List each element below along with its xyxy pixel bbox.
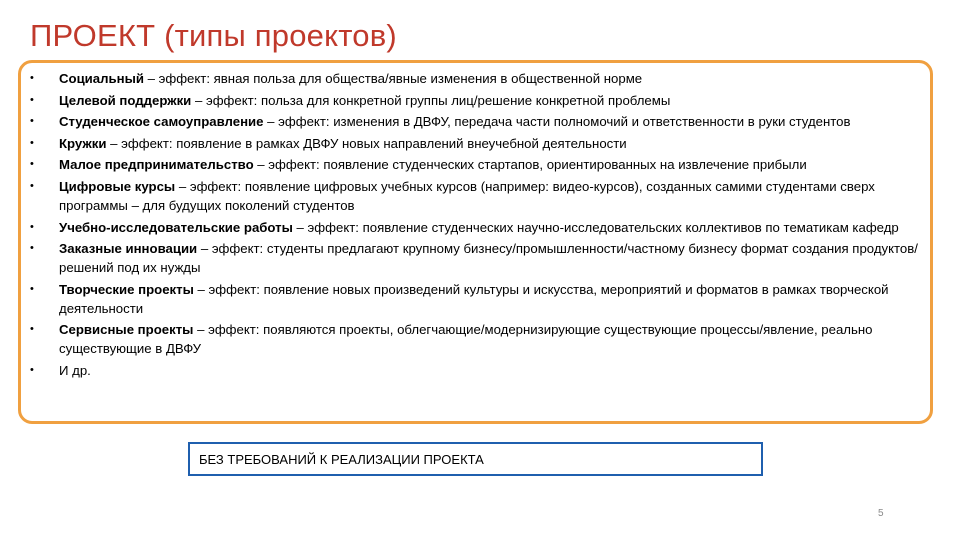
item-term: Социальный <box>59 71 144 86</box>
bullet-icon: • <box>30 136 34 149</box>
list-item <box>28 155 928 174</box>
item-term: Студенческое самоуправление <box>59 114 264 130</box>
item-description: – эффект: появление в рамках ДВФУ новых направлений внеучебной деятельности <box>106 135 627 151</box>
bullet-icon: • <box>30 282 34 295</box>
item-term: Малое предпринимательство <box>59 157 254 173</box>
item-term: Целевой поддержки <box>59 92 192 108</box>
item-description: – эффект: появление студенческих стартапов, ориентированных на извлечение прибыли <box>253 157 807 173</box>
item-description: – эффект: появление новых произведений культуры и искусства, мероприятий и форматов в рамках творческой деятельности <box>59 281 889 316</box>
item-term: Учебно-исследовательские работы <box>59 219 293 235</box>
bullet-icon: • <box>30 158 34 171</box>
bullet-icon: • <box>30 179 34 192</box>
item-term: Заказные инновации <box>59 241 198 257</box>
item-term: Кружки <box>59 135 107 151</box>
bullet-icon: • <box>30 220 34 233</box>
item-description: – эффект: польза для конкретной группы лиц/решение конкретной проблемы <box>191 92 671 108</box>
list-item <box>28 177 928 215</box>
page-number: 5 <box>878 508 884 519</box>
project-types-list <box>28 69 928 383</box>
list-item <box>28 320 928 358</box>
item-term: Творческие проекты <box>59 281 194 297</box>
bullet-icon: • <box>30 323 34 336</box>
list-item <box>28 112 928 131</box>
note-box: БЕЗ ТРЕБОВАНИЙ К РЕАЛИЗАЦИИ ПРОЕКТА <box>188 442 763 476</box>
slide-title: ПРОЕКТ (типы проектов) <box>30 18 397 53</box>
bullet-icon: • <box>30 115 34 128</box>
item-description: – эффект: явная польза для общества/явные изменения в общественной норме <box>143 71 643 86</box>
item-term: Цифровые курсы <box>59 178 176 194</box>
item-description: – эффект: появление студенческих научно-исследовательских коллективов по тематикам кафедр <box>292 219 899 235</box>
item-description: – эффект: студенты предлагают крупному бизнесу/промышленности/частному бизнесу формат создания продуктов/решений под их нужды <box>59 241 918 276</box>
item-term: Сервисные проекты <box>59 322 194 338</box>
list-item <box>28 91 928 110</box>
list-item <box>28 361 928 380</box>
bullet-icon: • <box>30 363 34 376</box>
item-description: – эффект: появление цифровых учебных курсов (например: видео-курсов), созданных самими студентами сверх программы – для будущих поколений студентов <box>59 178 875 213</box>
bullet-icon: • <box>30 93 34 106</box>
item-description: – эффект: изменения в ДВФУ, передача части полномочий и ответственности в руки студентов <box>263 114 851 130</box>
bullet-icon: • <box>30 72 34 84</box>
item-description: – эффект: появляются проекты, облегчающие/модернизирующие существующие процессы/явление, реально существующие в ДВФУ <box>59 322 873 357</box>
list-item <box>28 69 928 88</box>
list-item <box>28 239 928 277</box>
bullet-icon: • <box>30 242 34 255</box>
item-description: И др. <box>59 362 91 378</box>
list-item <box>28 280 928 318</box>
list-item <box>28 134 928 153</box>
list-item <box>28 218 928 237</box>
